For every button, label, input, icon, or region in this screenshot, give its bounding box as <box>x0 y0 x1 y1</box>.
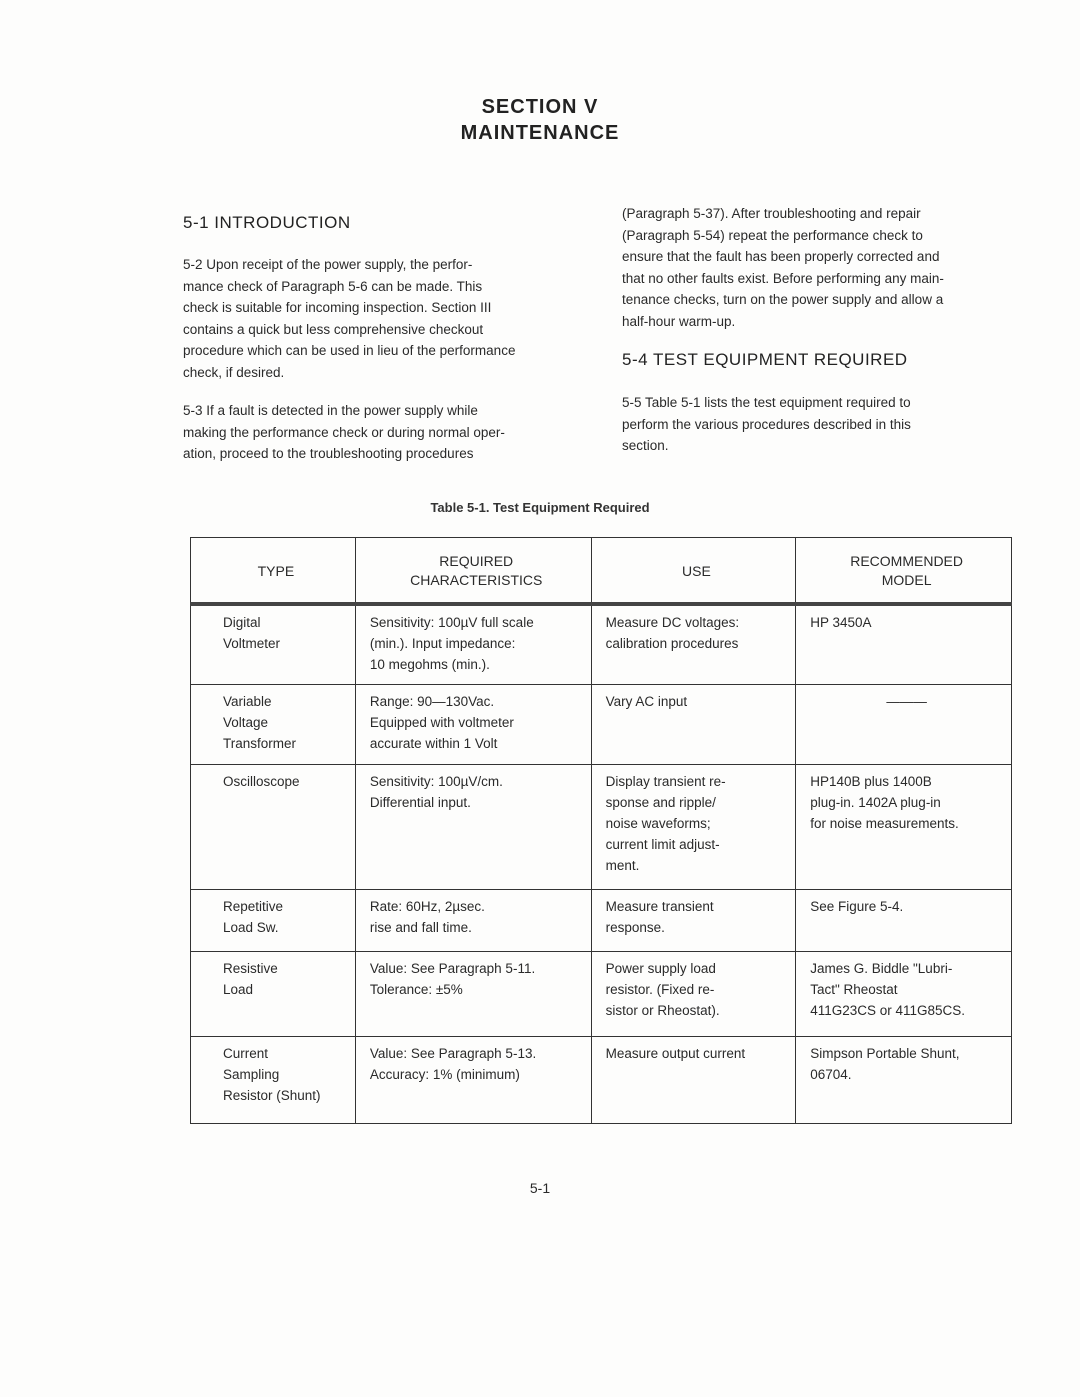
cell-characteristics: Range: 90—130Vac. Equipped with voltmeter accurate within 1 Volt <box>355 684 591 764</box>
cell-characteristics: Rate: 60Hz, 2µsec. rise and fall time. <box>355 889 591 951</box>
cell-type: Digital Voltmeter <box>191 604 356 684</box>
table-caption: Table 5-1. Test Equipment Required <box>430 500 650 515</box>
header-type: TYPE <box>191 538 356 605</box>
header-characteristics: REQUIRED CHARACTERISTICS <box>355 538 591 605</box>
cell-model: HP140B plus 1400B plug-in. 1402A plug-in for noise measurements. <box>796 764 1012 889</box>
cell-use: Measure output current <box>591 1036 796 1123</box>
paragraph-5-2: 5-2 Upon receipt of the power supply, the perfor- mance check of Paragraph 5-6 can be made. This check is suitable for incoming inspection. Section III contains a quick but less comprehensive checkout procedure which can be used in lieu of the performance check, if desired. <box>183 257 516 380</box>
test-equipment-heading: 5-4 TEST EQUIPMENT REQUIRED <box>622 350 908 369</box>
table-row <box>191 604 1012 684</box>
cell-model: James G. Biddle "Lubri- Tact" Rheostat 411G23CS or 411G85CS. <box>796 951 1012 1036</box>
table-row <box>191 1036 1012 1123</box>
cell-model: ——— <box>796 684 1012 764</box>
section-number: SECTION V <box>481 96 599 118</box>
cell-characteristics: Sensitivity: 100µV full scale (min.). Input impedance: 10 megohms (min.). <box>355 604 591 684</box>
cell-characteristics: Value: See Paragraph 5-11. Tolerance: ±5% <box>355 951 591 1036</box>
table-row <box>191 764 1012 889</box>
cell-use: Vary AC input <box>591 684 796 764</box>
cell-model: Simpson Portable Shunt, 06704. <box>796 1036 1012 1123</box>
cell-use: Power supply load resistor. (Fixed re- sistor or Rheostat). <box>591 951 796 1036</box>
header-model: RECOMMENDED MODEL <box>796 538 1012 605</box>
paragraph-5-5: 5-5 Table 5-1 lists the test equipment required to perform the various procedures described in this section. <box>622 395 911 453</box>
cell-type: Variable Voltage Transformer <box>191 684 356 764</box>
cell-model: HP 3450A <box>796 604 1012 684</box>
table-row <box>191 951 1012 1036</box>
table-row <box>191 889 1012 951</box>
cell-type: Repetitive Load Sw. <box>191 889 356 951</box>
cell-characteristics: Sensitivity: 100µV/cm. Differential input. <box>355 764 591 889</box>
header-use: USE <box>591 538 796 605</box>
cell-model: See Figure 5-4. <box>796 889 1012 951</box>
introduction-heading: 5-1 INTRODUCTION <box>183 213 351 232</box>
section-title: MAINTENANCE <box>460 122 620 144</box>
page-number: 5-1 <box>529 1180 551 1196</box>
cell-type: Oscilloscope <box>191 764 356 889</box>
paragraph-5-3-continued: (Paragraph 5-37). After troubleshooting and repair (Paragraph 5-54) repeat the performance check to ensure that the fault has been properly corrected and that no other faults exist. Before performing any main- tenance checks, turn on the power supply and allow a half-hour warm-up. <box>622 206 944 329</box>
table-row <box>191 684 1012 764</box>
cell-use: Measure transient response. <box>591 889 796 951</box>
table-header-row <box>191 538 1012 605</box>
cell-use: Display transient re- sponse and ripple/ noise waveforms; current limit adjust- ment. <box>591 764 796 889</box>
cell-characteristics: Value: See Paragraph 5-13. Accuracy: 1% (minimum) <box>355 1036 591 1123</box>
cell-type: Resistive Load <box>191 951 356 1036</box>
test-equipment-table <box>190 537 1012 1124</box>
cell-type: Current Sampling Resistor (Shunt) <box>191 1036 356 1123</box>
cell-use: Measure DC voltages: calibration procedures <box>591 604 796 684</box>
paragraph-5-3: 5-3 If a fault is detected in the power supply while making the performance check or during normal oper- ation, proceed to the troubleshooting procedures <box>183 403 505 461</box>
